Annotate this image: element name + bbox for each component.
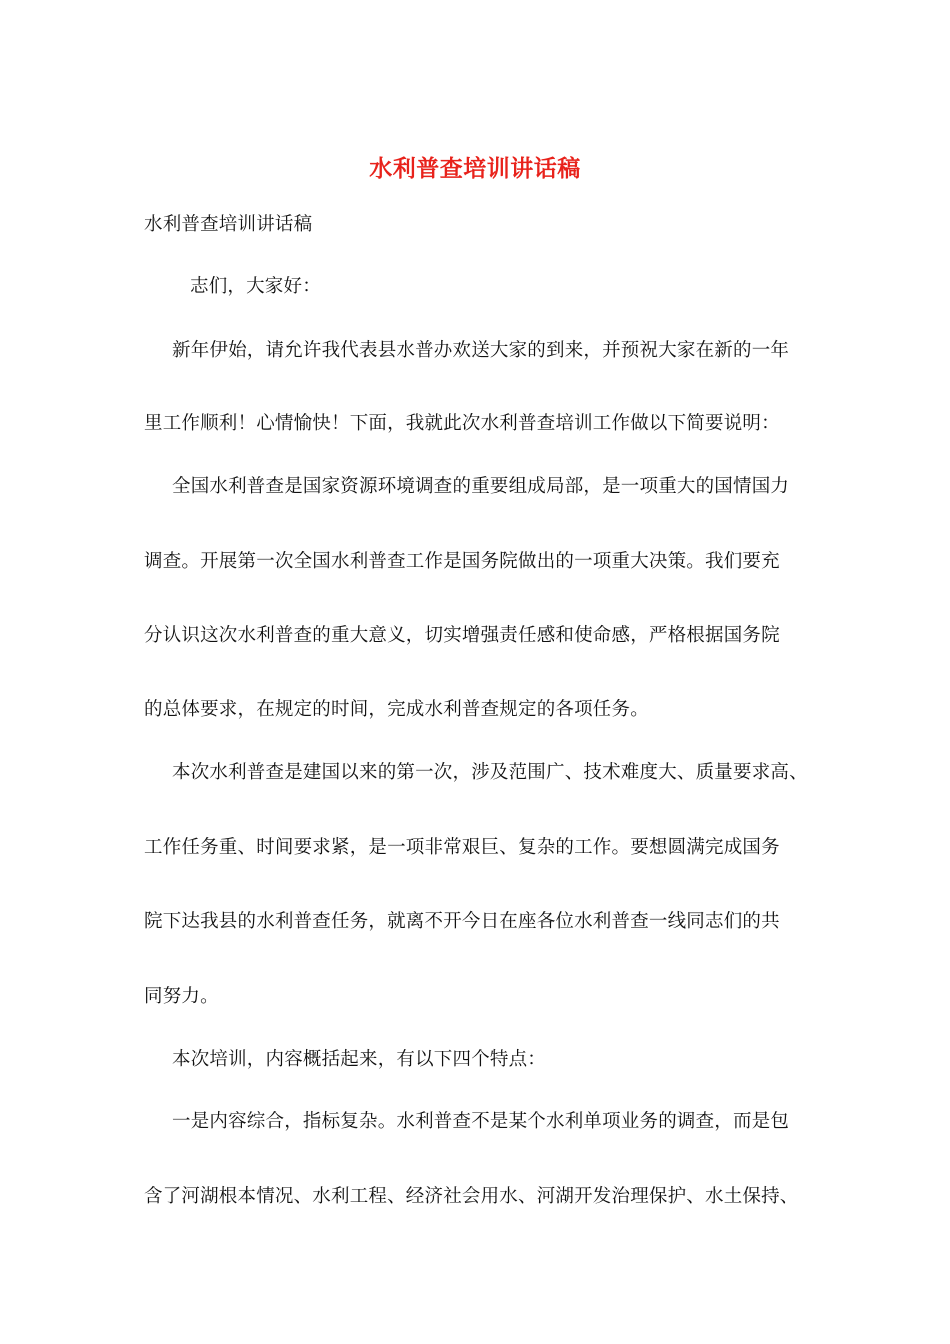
paragraph-line: 一是内容综合，指标复杂。水利普查不是某个水利单项业务的调查，而是包	[172, 1111, 790, 1132]
paragraph-line: 的总体要求，在规定的时间，完成水利普查规定的各项任务。	[144, 699, 649, 720]
paragraph-line: 工作任务重、时间要求紧，是一项非常艰巨、复杂的工作。要想圆满完成国务	[144, 837, 780, 858]
paragraph-line: 分认识这次水利普查的重大意义，切实增强责任感和使命感，严格根据国务院	[144, 625, 780, 646]
paragraph-line: 本次水利普查是建国以来的第一次，涉及范围广、技术难度大、质量要求高、	[172, 762, 808, 783]
paragraph-line: 新年伊始，请允许我代表县水普办欢送大家的到来，并预祝大家在新的一年	[172, 340, 790, 361]
greeting-line: 志们，大家好：	[190, 276, 321, 297]
paragraph-line: 院下达我县的水利普查任务，就离不开今日在座各位水利普查一线同志们的共	[144, 911, 780, 932]
paragraph-line: 含了河湖根本情况、水利工程、经济社会用水、河湖开发治理保护、水土保持、	[144, 1186, 799, 1207]
document-subtitle: 水利普查培训讲话稿	[144, 214, 313, 235]
paragraph-line: 本次培训，内容概括起来，有以下四个特点：	[172, 1049, 547, 1070]
paragraph-line: 调查。开展第一次全国水利普查工作是国务院做出的一项重大决策。我们要充	[144, 551, 780, 572]
paragraph-line: 同努力。	[144, 986, 219, 1007]
paragraph-line: 里工作顺利！心情愉快！下面，我就此次水利普查培训工作做以下简要说明：	[144, 413, 780, 434]
document-title: 水利普查培训讲话稿	[369, 155, 581, 182]
paragraph-line: 全国水利普查是国家资源环境调查的重要组成局部，是一项重大的国情国力	[172, 476, 790, 497]
